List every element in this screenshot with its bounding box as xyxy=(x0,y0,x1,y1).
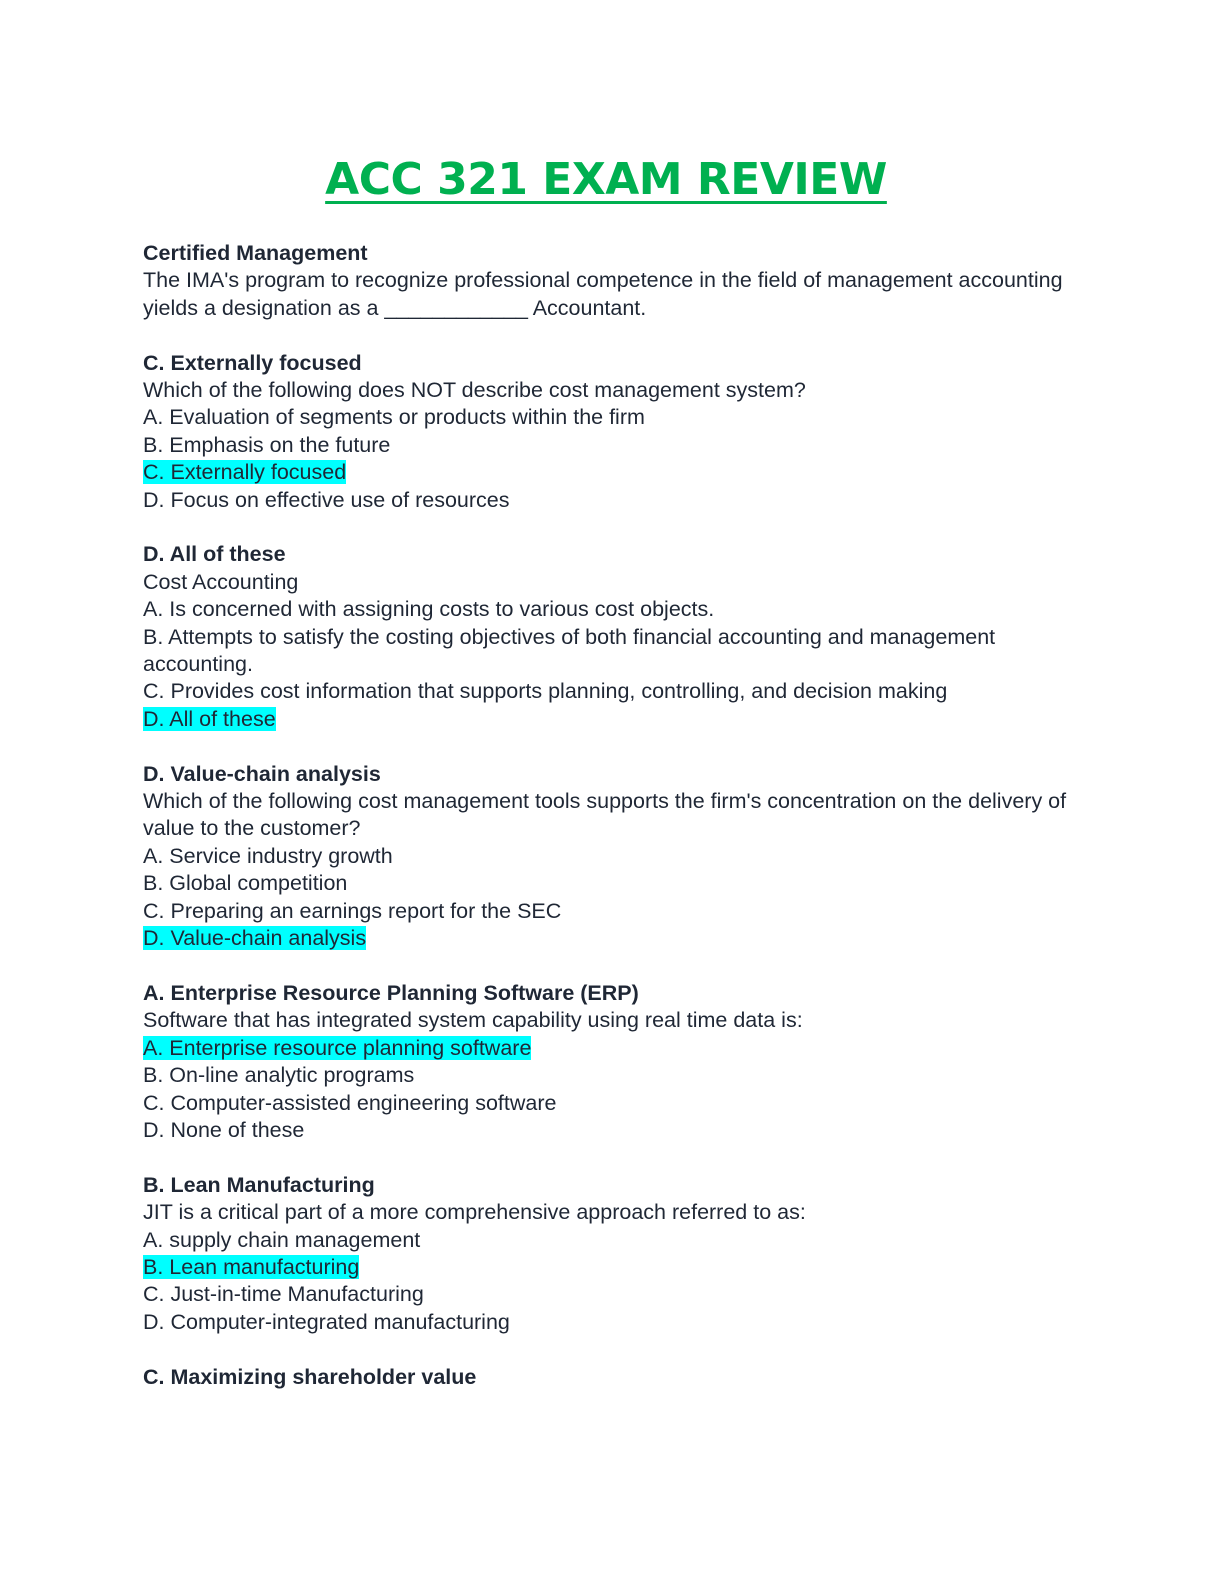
option-text: D. Focus on effective use of resources xyxy=(143,487,510,512)
qa-list xyxy=(143,240,1083,1418)
correct-answer-option xyxy=(143,459,1083,486)
qa-block xyxy=(143,1364,1083,1391)
option-text: A. Service industry growth xyxy=(143,843,393,868)
question-text: Software that has integrated system capability using real time data is: xyxy=(143,1008,803,1033)
option-text: B. Global competition xyxy=(143,871,348,896)
option-text: A. Evaluation of segments or products within the firm xyxy=(143,405,645,430)
document-title xyxy=(0,148,1212,212)
answer-heading: D. All of these xyxy=(143,542,286,567)
answer-heading: B. Lean Manufacturing xyxy=(143,1172,375,1197)
answer-highlight: C. Externally focused xyxy=(143,460,347,485)
answer-highlight: A. Enterprise resource planning software xyxy=(143,1035,532,1060)
correct-answer-option xyxy=(143,1035,1083,1062)
question-text: JIT is a critical part of a more comprehensive approach referred to as: xyxy=(143,1200,806,1225)
answer-highlight: B. Lean manufacturing xyxy=(143,1254,360,1279)
qa-block xyxy=(143,761,1083,953)
qa-block xyxy=(143,541,1083,733)
option-text: C. Just-in-time Manufacturing xyxy=(143,1282,424,1307)
answer-highlight: D. All of these xyxy=(143,706,276,731)
qa-block xyxy=(143,350,1083,514)
correct-answer-option xyxy=(143,1254,1083,1281)
option-text: C. Preparing an earnings report for the SEC xyxy=(143,898,562,923)
option-text: A. supply chain management xyxy=(143,1227,421,1252)
question-text: Which of the following cost management tools supports the firm's concentration on the delivery of value to the customer? xyxy=(143,789,1067,841)
option-text: B. Attempts to satisfy the costing objectives of both financial accounting and management accounting. xyxy=(143,624,996,677)
qa-block xyxy=(143,1172,1083,1336)
option-text: D. None of these xyxy=(143,1117,305,1142)
option-text: A. Is concerned with assigning costs to various cost objects. xyxy=(143,597,715,622)
document-title-text: ACC 321 EXAM REVIEW xyxy=(325,154,887,205)
answer-heading: C. Externally focused xyxy=(143,350,362,375)
answer-heading: A. Enterprise Resource Planning Software (ERP) xyxy=(143,980,639,1005)
answer-heading: Certified Management xyxy=(143,241,368,265)
option-text: C. Provides cost information that supports planning, controlling, and decision making xyxy=(143,679,948,704)
option-text: B. Emphasis on the future xyxy=(143,432,391,457)
correct-answer-option xyxy=(143,925,1083,952)
question-text: Cost Accounting xyxy=(143,569,299,594)
question-text: The IMA's program to recognize professional competence in the field of management accounting yields a designation as a ____________ Accountant. xyxy=(143,268,1063,320)
option-text: C. Computer-assisted engineering software xyxy=(143,1090,557,1115)
option-text: D. Computer-integrated manufacturing xyxy=(143,1309,510,1334)
qa-block xyxy=(143,980,1083,1144)
answer-heading: D. Value-chain analysis xyxy=(143,761,381,786)
correct-answer-option xyxy=(143,706,1083,733)
option-text: B. On-line analytic programs xyxy=(143,1063,415,1088)
question-text: Which of the following does NOT describe cost management system? xyxy=(143,378,806,403)
answer-heading: C. Maximizing shareholder value xyxy=(143,1364,477,1389)
qa-block xyxy=(143,240,1083,322)
answer-highlight: D. Value-chain analysis xyxy=(143,926,367,951)
